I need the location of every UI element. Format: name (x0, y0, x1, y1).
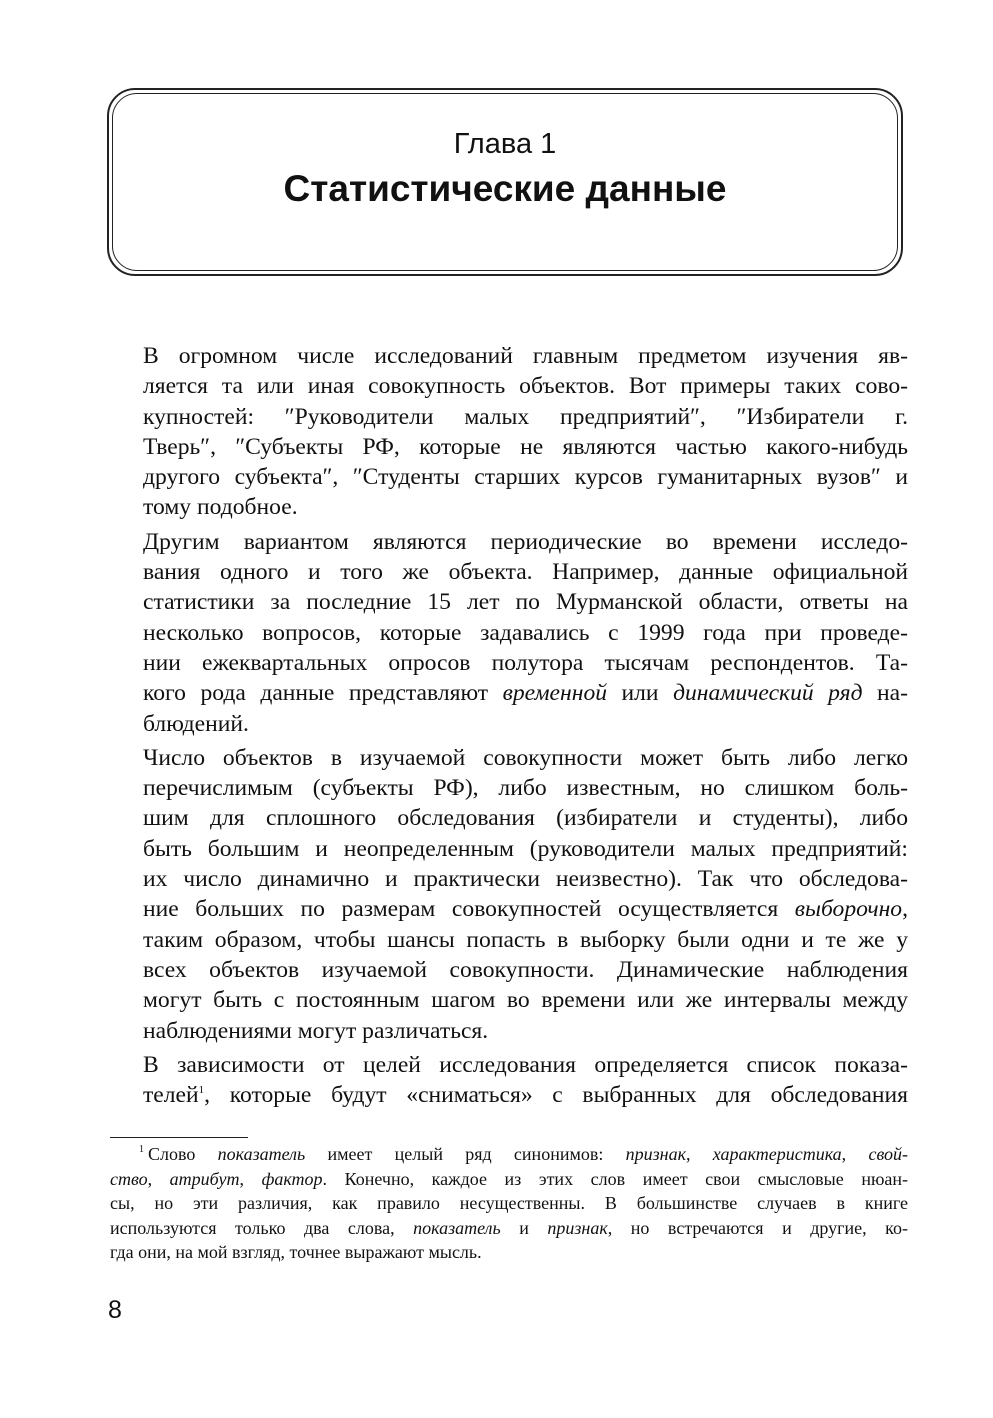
text-line (110, 1080, 908, 1110)
text-line (110, 894, 908, 924)
text-run: или (607, 680, 674, 707)
text-run: , (147, 1168, 170, 1189)
emphasis-term: динамический ряд (673, 680, 863, 707)
text-run: ние больших по размерам совокупностей осуществляется (143, 896, 795, 923)
text-run: имеет целый ряд синонимов: (305, 1144, 626, 1164)
text-run: . Конечно, каждое из этих слов имеет свои смысловые нюан- (322, 1168, 909, 1189)
footnote-line (110, 1167, 908, 1192)
text-line: другого субъекта″, ″Студенты старших курсов гуманитарных вузов″ и (143, 464, 908, 491)
emphasis-term: фактор (261, 1168, 323, 1189)
emphasis-term: ство (110, 1168, 148, 1189)
emphasis-term: временной (502, 680, 608, 707)
text-line: статистики за последние 15 лет по Мурманской области, ответы на (143, 589, 908, 616)
text-line: шим для сплошного обследования (избиратели и студенты), либо (143, 805, 908, 832)
text-line: всех объектов изучаемой совокупности. Динамические наблюдения (143, 956, 908, 983)
footnote (110, 1142, 908, 1265)
text-line: В зависимости от целей исследования определяется список показа- (143, 1051, 908, 1078)
text-line: несколько вопросов, которые задавались с 1999 года при проведе- (143, 619, 908, 646)
text-run: , (686, 1144, 713, 1164)
text-line: купностей: ″Руководители малых предприятий″, ″Избиратели г. (143, 403, 908, 430)
text-line: наблюдениями могут различаться. (143, 1017, 489, 1044)
text-line: Тверь″, ″Субъекты РФ, которые не являются частью какого-нибудь (143, 433, 908, 460)
text-run: , но встречаются и другие, ко- (607, 1217, 908, 1238)
text-run: , (902, 896, 908, 923)
paragraph-3 (110, 743, 908, 1046)
text-run: , (841, 1144, 869, 1164)
text-line: таким образом, чтобы шансы попасть в выборку были одни и те же у (143, 926, 908, 953)
emphasis-term: показатель (413, 1217, 501, 1238)
text-line: нии ежеквартальных опросов полутора тысячам респондентов. Та- (143, 649, 908, 676)
footnote-line: сы, но эти различия, как правило несущественны. В большинстве случаев в книге (110, 1193, 908, 1213)
text-run: Слово (148, 1144, 218, 1164)
text-line: их число динамично и практически неизвестно). Так что обследова- (143, 866, 908, 893)
emphasis-term: признак (547, 1217, 608, 1238)
chapter-header-box (107, 88, 903, 276)
text-run: , которые будут «сниматься» с выбранных для обследования (204, 1082, 908, 1109)
chapter-label: Глава 1 (453, 128, 557, 160)
text-line: ляется та или иная совокупность объектов. Вот примеры таких сово- (143, 373, 908, 400)
paragraph-1 (110, 341, 908, 523)
text-line: В огромном числе исследований главным предметом изучения яв- (143, 343, 908, 369)
text-run: и (500, 1217, 548, 1238)
text-line (110, 678, 908, 708)
text-run: используются только два слова, (110, 1217, 414, 1238)
footnote-divider (110, 1137, 248, 1138)
text-line: могут быть с постоянным шагом во времени или же интервалы между (143, 987, 908, 1014)
emphasis-term: показатель (217, 1144, 306, 1164)
emphasis-term: признак (625, 1144, 686, 1164)
paragraph-2 (110, 527, 908, 739)
text-run: кого рода данные представляют (143, 680, 503, 707)
text-line: Число объектов в изучаемой совокупности может быть либо легко (143, 744, 908, 771)
chapter-title: Статистические данные (283, 168, 727, 209)
text-run: на- (862, 680, 909, 707)
page-number: 8 (108, 1296, 122, 1324)
emphasis-term: выборочно (794, 896, 903, 923)
footnote-reference[interactable]: 1 (198, 1084, 205, 1097)
text-line: тому подобное. (143, 494, 298, 521)
body-text (110, 341, 908, 1110)
emphasis-term: характеристика (712, 1144, 842, 1164)
footnote-line: гда они, на мой взгляд, точнее выражают мысль. (110, 1242, 482, 1262)
footnote-line (110, 1216, 908, 1241)
emphasis-term: атрибут (169, 1168, 240, 1189)
emphasis-term: свой- (868, 1144, 909, 1164)
text-line: перечислимым (субъекты РФ), либо известным, но слишком боль- (143, 775, 908, 802)
footnote-marker: 1 (139, 1144, 144, 1155)
paragraph-4 (110, 1050, 908, 1111)
text-line: быть большим и неопределенным (руководители малых предприятий: (143, 835, 908, 862)
text-line: вания одного и того же объекта. Например, данные официальной (143, 559, 908, 586)
text-run: телей (143, 1082, 199, 1109)
text-run: , (239, 1168, 262, 1189)
footnote-line (110, 1142, 908, 1167)
text-line: блюдений. (143, 710, 249, 737)
text-line: Другим вариантом являются периодические во времени исследо- (143, 528, 908, 555)
